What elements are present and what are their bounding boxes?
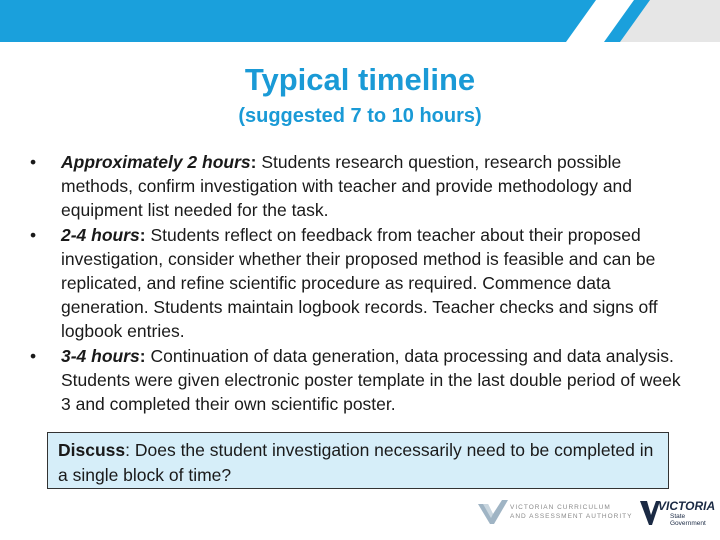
victoria-wordmark: VICTORIA — [658, 499, 716, 513]
bullet-duration: 3-4 hours — [61, 345, 140, 366]
victoria-subtext — [670, 513, 706, 527]
vcaa-line-2: AND ASSESSMENT AUTHORITY — [510, 513, 633, 520]
bullet-text: Continuation of data generation, data processing and data analysis. Students were given electronic poster template in the last double period of week 3 and completed their own scientific poster. — [61, 345, 681, 415]
bullet-dot: • — [30, 224, 37, 245]
header-stripes-decoration — [0, 0, 720, 42]
bullet-item — [30, 223, 690, 344]
victoria-sub-line-1: State — [670, 513, 686, 520]
discuss-text: : Does the student investigation necessarily need to be completed in a single block of time? — [58, 440, 654, 485]
vcaa-line-1: VICTORIAN CURRICULUM — [510, 504, 611, 511]
vcaa-logo — [478, 498, 633, 528]
bullet-colon: : — [250, 152, 257, 172]
victoria-government-logo — [640, 495, 716, 531]
bullet-duration: 2-4 hours — [61, 224, 140, 245]
bullet-duration: Approximately 2 hours — [61, 152, 251, 172]
bullet-dot: • — [30, 345, 37, 366]
discuss-box — [47, 432, 669, 489]
vcaa-check-icon — [478, 500, 508, 528]
slide-title: Typical timeline — [244, 62, 476, 97]
bullet-item — [30, 344, 690, 417]
victoria-sub-line-2: Government — [670, 520, 706, 527]
header-bar — [0, 0, 720, 42]
bullet-colon: : — [139, 224, 146, 245]
timeline-bullet-list — [30, 150, 690, 416]
bullet-text: Students research question, research possible methods, confirm investigation with teacher and provide methodology and equipment list needed for the task. — [61, 152, 633, 221]
victoria-v-icon — [640, 497, 660, 527]
vcaa-wordmark — [510, 503, 632, 521]
bullet-item — [30, 150, 690, 223]
bullet-dot: • — [30, 152, 37, 172]
bullet-text: Students reflect on feedback from teacher about their proposed investigation, consider whether their proposed method is feasible and can be replicated, and refine scientific procedure as required. Commence data generation. Students maintain logbook records. Teacher checks and signs off logbook entries. — [61, 224, 658, 342]
slide-subtitle: (suggested 7 to 10 hours) — [238, 105, 482, 127]
bullet-colon: : — [139, 345, 146, 366]
discuss-label: Discuss — [58, 440, 126, 460]
